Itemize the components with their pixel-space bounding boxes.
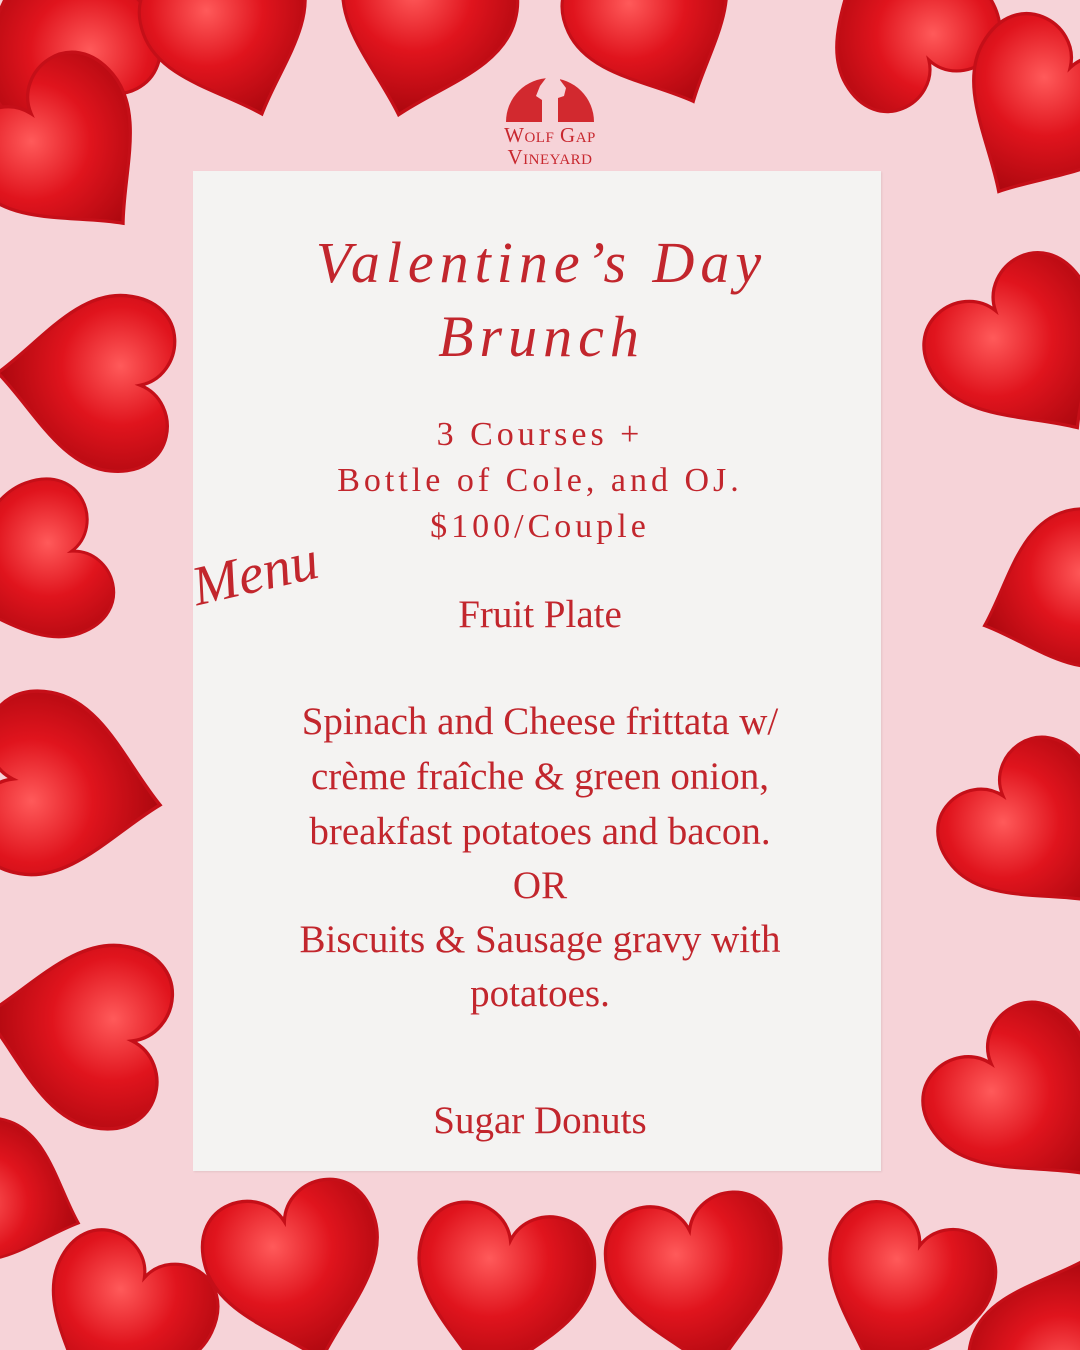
offer-line: Bottle of Cole, and OJ.	[337, 462, 743, 499]
course-2-option-1-line: Spinach and Cheese frittata w/	[301, 700, 779, 743]
wolf-icon	[502, 56, 598, 124]
wolf-gap-logo	[480, 56, 620, 172]
offer-price: $100/Couple	[430, 508, 650, 545]
offer-line: 3 Courses +	[436, 416, 644, 453]
course-1: Fruit Plate	[458, 593, 622, 636]
title-line: Valentine’s Day	[315, 230, 768, 295]
course-2-option-1-line: crème fraîche & green onion,	[310, 755, 770, 798]
title-line: Brunch	[438, 304, 645, 369]
menu-label: Menu	[186, 529, 325, 619]
course-3: Sugar Donuts	[433, 1099, 647, 1142]
heart-shape	[399, 1195, 602, 1350]
course-2-option-1-line: breakfast potatoes and bacon.	[309, 810, 771, 853]
course-2-option-2-line: Biscuits & Sausage gravy with	[299, 918, 781, 961]
course-2-option-2-line: potatoes.	[470, 972, 610, 1015]
course-2-or: OR	[512, 864, 568, 907]
brand-name-line2: Vineyard	[507, 145, 593, 169]
heart-shape	[191, 1169, 406, 1350]
heart-shape	[126, 0, 341, 143]
brand-name-line1: Wolf Gap	[504, 123, 596, 147]
offer-details	[0, 412, 1080, 550]
event-title	[0, 226, 1080, 374]
heart-shape	[598, 1185, 801, 1350]
